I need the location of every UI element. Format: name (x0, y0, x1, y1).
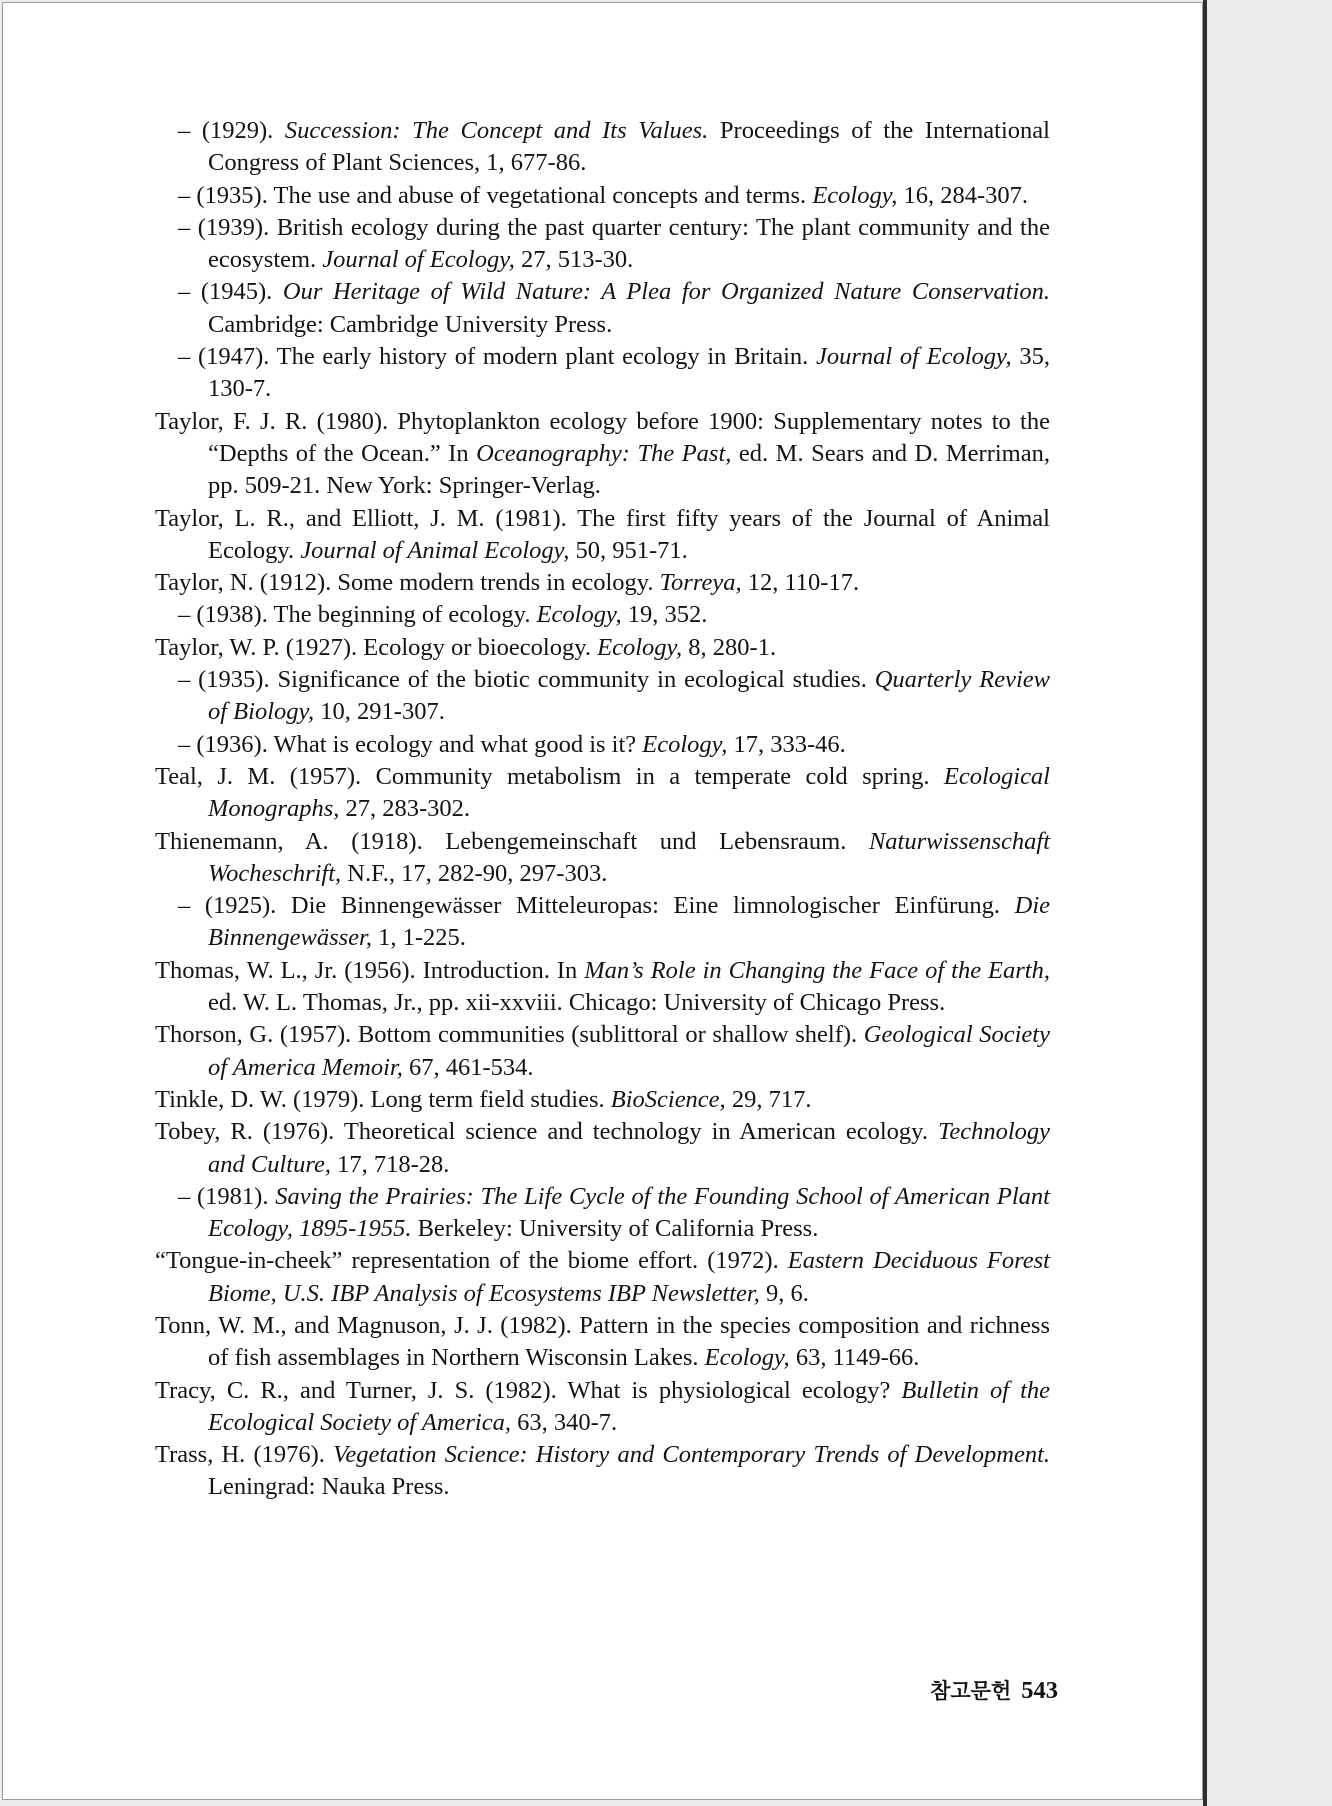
reference-title: Eastern Deciduous Forest Biome, U.S. IBP Analysis of Ecosystems IBP Newsletter, (208, 1247, 1050, 1307)
reference-list (155, 115, 1050, 1504)
reference-text: Taylor, N. (1912). Some modern trends in ecology. (155, 569, 660, 597)
reference-text: 1, 1-225. (372, 924, 466, 952)
reference-text: – (1938). The beginning of ecology. (178, 601, 537, 629)
reference-text: 29, 717. (725, 1085, 812, 1113)
reference-entry (155, 406, 1050, 503)
reference-title: Torreya, (659, 569, 742, 597)
reference-entry (155, 1084, 1050, 1116)
reference-entry (155, 180, 1050, 212)
reference-entry (155, 729, 1050, 761)
reference-text: – (1981). (178, 1182, 276, 1210)
reference-title: Vegetation Science: History and Contemporary Trends of Development. (333, 1441, 1051, 1469)
reference-entry (155, 503, 1050, 568)
reference-text: Thienemann, A. (1918). Lebengemeinschaft und Lebensraum. (155, 827, 869, 855)
reference-text: 9, 6. (759, 1279, 809, 1307)
reference-entry (155, 115, 1050, 180)
reference-text: – (1936). What is ecology and what good is it? (178, 730, 643, 758)
reference-text: – (1947). The early history of modern plant ecology in Britain. (178, 343, 816, 371)
reference-title: Journal of Ecology, (322, 246, 515, 274)
reference-text: N.F., 17, 282-90, 297-303. (341, 859, 608, 887)
reference-text: Taylor, L. R., and Elliott, J. M. (1981). The first fifty years of the Journal of Animal Ecology. (155, 504, 1050, 564)
reference-text: 17, 333-46. (727, 730, 846, 758)
reference-entry (155, 1181, 1050, 1246)
reference-entry (155, 761, 1050, 826)
reference-entry (155, 1019, 1050, 1084)
reference-text: 67, 461-534. (402, 1053, 534, 1081)
reference-text: 17, 718-28. (330, 1150, 450, 1178)
reference-text: Thorson, G. (1957). Bottom communities (sublittoral or shallow shelf). (155, 1021, 864, 1049)
reference-text: Tracy, C. R., and Turner, J. S. (1982). What is physiological ecology? (155, 1376, 902, 1404)
reference-title: Die Binnengewässer, (208, 892, 1050, 952)
reference-text: 35, 130-7. (208, 343, 1050, 403)
reference-text: – (1939). British ecology during the past quarter century: The plant community and the ecosystem. (178, 213, 1050, 274)
reference-entry (155, 1245, 1050, 1310)
reference-title: Ecological Monographs, (208, 762, 1050, 823)
reference-title: Ecology, (812, 181, 898, 209)
page-footer (903, 1675, 1058, 1705)
reference-text: Taylor, F. J. R. (1980). Phytoplankton ecology before 1900: Supplementary notes to the “Depths of the Ocean.” In (155, 407, 1050, 467)
reference-text: 12, 110-17. (741, 569, 860, 597)
reference-title: Our Heritage of Wild Nature: A Plea for Organized Nature Conservation. (282, 278, 1050, 306)
reference-text: 63, 340-7. (510, 1408, 618, 1436)
reference-entry (155, 632, 1050, 664)
reference-text: Teal, J. M. (1957). Community metabolism in a temperate cold spring. (155, 762, 944, 790)
reference-entry (155, 599, 1050, 631)
reference-entry (155, 890, 1050, 955)
reference-title: Quarterly Review of Biology, (208, 666, 1050, 726)
reference-title: Journal of Animal Ecology, (300, 536, 570, 564)
reference-title: Oceanography: The Past, (476, 439, 732, 467)
reference-title: Ecology, (642, 730, 728, 758)
reference-text: 19, 352. (621, 601, 708, 629)
reference-text: Taylor, W. P. (1927). Ecology or bioecology. (155, 633, 598, 661)
reference-entry (155, 1439, 1050, 1504)
reference-title: Ecology, (536, 601, 622, 629)
reference-title: Succession: The Concept and Its Values. (284, 117, 709, 144)
reference-title: Bulletin of the Ecological Society of America, (208, 1376, 1050, 1436)
reference-title: Technology and Culture, (208, 1118, 1050, 1178)
reference-text: – (1945). (178, 278, 283, 306)
reference-entry (155, 212, 1050, 277)
reference-title: Ecology, (704, 1344, 790, 1372)
reference-title: BioScience, (610, 1085, 726, 1113)
reference-text: ed. M. Sears and D. Merriman, pp. 509-21. New York: Springer-Verlag. (208, 439, 1050, 500)
reference-text: Berkeley: University of California Press. (411, 1215, 819, 1243)
reference-title: Journal of Ecology, (815, 343, 1012, 371)
reference-text: 27, 283-302. (339, 795, 471, 823)
reference-text: Cambridge: Cambridge University Press. (208, 310, 613, 338)
reference-title: Ecology, (597, 633, 683, 661)
reference-text: 8, 280-1. (682, 633, 777, 661)
reference-text: Proceedings of the International Congress of Plant Sciences, 1, 677-86. (208, 117, 1050, 177)
reference-text: Tinkle, D. W. (1979). Long term field studies. (155, 1085, 611, 1113)
reference-text: 50, 951-71. (569, 536, 688, 564)
reference-entry (155, 567, 1050, 599)
reference-entry (155, 341, 1050, 406)
document-page (2, 2, 1203, 1800)
reference-title: Saving the Prairies: The Life Cycle of the Founding School of American Plant Ecology, 1895-1955. (208, 1182, 1050, 1243)
reference-text: 63, 1149-66. (789, 1344, 920, 1372)
reference-entry (155, 1375, 1050, 1440)
section-title: 참고문헌 (930, 1679, 1012, 1703)
reference-entry (155, 664, 1050, 729)
reference-entry (155, 826, 1050, 891)
reference-text: Tobey, R. (1976). Theoretical science and technology in American ecology. (155, 1118, 938, 1146)
reference-text: “Tongue-in-cheek” representation of the biome effort. (1972). (155, 1247, 788, 1275)
reference-text: – (1935). Significance of the biotic community in ecological studies. (178, 666, 875, 694)
reference-text: 16, 284-307. (897, 181, 1029, 209)
page-number: 543 (1021, 1677, 1058, 1704)
reference-text: Tonn, W. M., and Magnuson, J. J. (1982). Pattern in the species composition and richness of fish assemblages in Northern Wisconsin Lakes. (155, 1311, 1050, 1372)
page-edge-shadow (1203, 0, 1207, 1806)
reference-entry (155, 955, 1050, 1020)
reference-entry (155, 276, 1050, 341)
reference-entry (155, 1310, 1050, 1375)
reference-text: – (1925). Die Binnengewässer Mitteleuropas: Eine limnologischer Einfürung. (178, 892, 1015, 920)
reference-text: 27, 513-30. (514, 246, 634, 274)
reference-text: Leningrad: Nauka Press. (208, 1473, 450, 1501)
reference-text: Trass, H. (1976). (155, 1441, 334, 1469)
reference-text: Thomas, W. L., Jr. (1956). Introduction. In (155, 956, 585, 984)
reference-title: Man’s Role in Changing the Face of the Earth, (584, 956, 1050, 984)
reference-entry (155, 1116, 1050, 1181)
reference-text: ed. W. L. Thomas, Jr., pp. xii-xxviii. Chicago: University of Chicago Press. (208, 989, 946, 1017)
reference-text: – (1929). (178, 117, 285, 144)
reference-title: Naturwissenschaft Wocheschrift, (208, 827, 1050, 887)
reference-title: Geological Society of America Memoir, (208, 1021, 1050, 1081)
reference-text: – (1935). The use and abuse of vegetational concepts and terms. (178, 181, 813, 209)
reference-text: 10, 291-307. (314, 698, 445, 726)
